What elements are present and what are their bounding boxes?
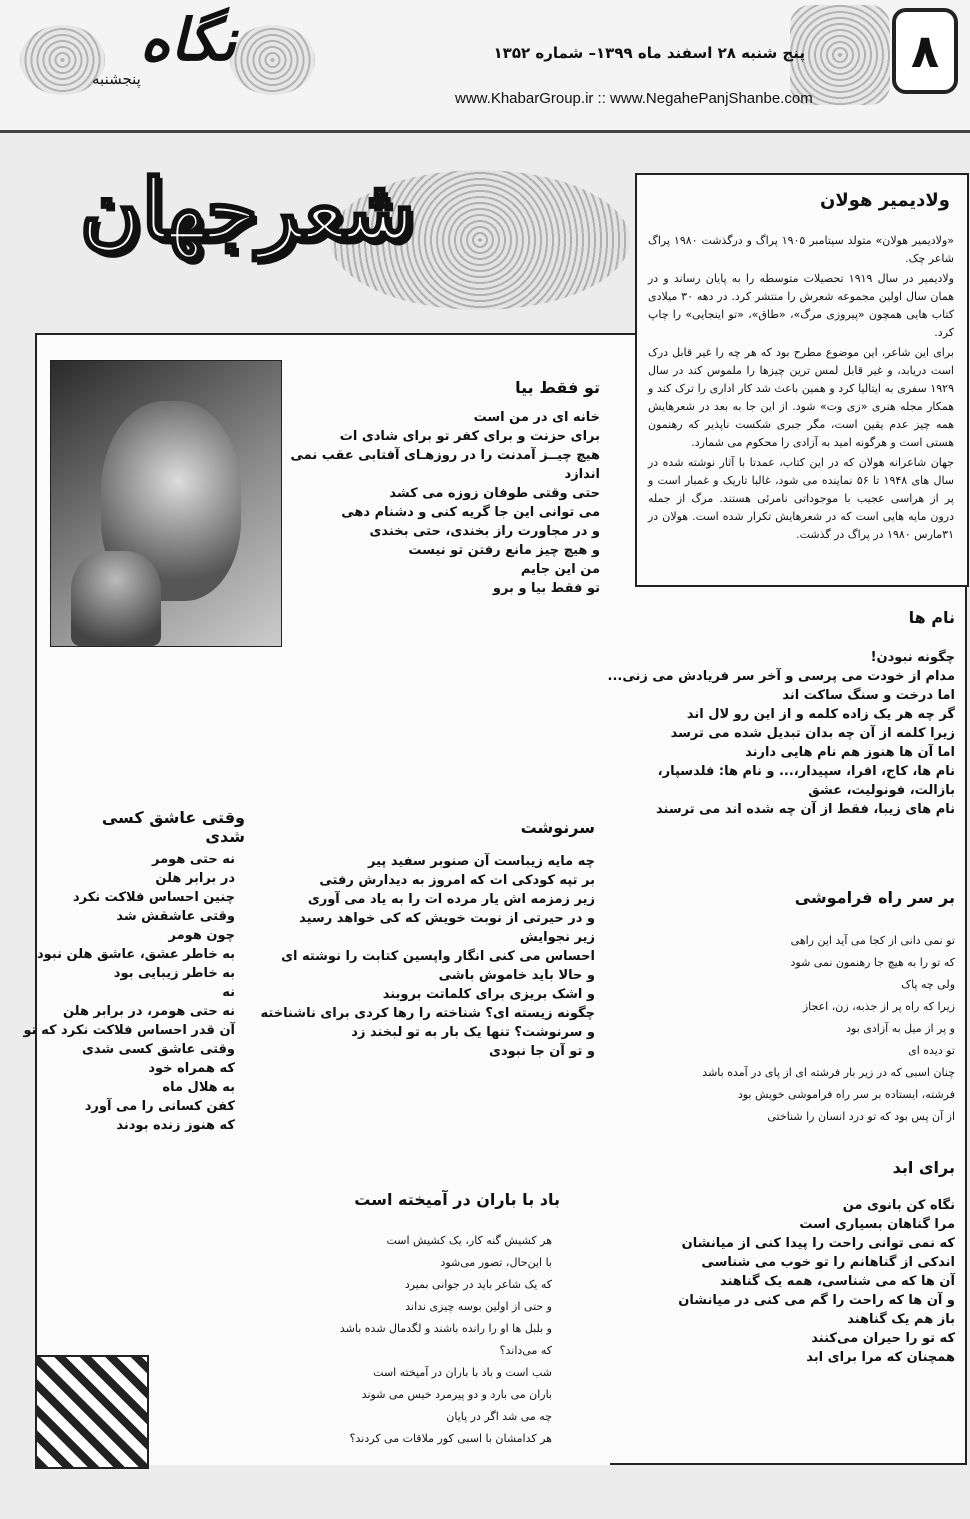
header-ornament-mid <box>230 25 315 95</box>
poem-line: اندازد <box>564 467 600 482</box>
poem-line: کفن کسانی را می آورد <box>84 1099 235 1114</box>
poem-line: فرشته، ایستاده بر سر راه فراموشی خویش بود <box>737 1088 955 1101</box>
poem-line: نگاه کن بانوی من <box>842 1198 955 1213</box>
poem-line: و بلبل ها او را رانده باشند و لگدمال شده باشد <box>339 1322 552 1335</box>
poem-baad-ba-baran <box>290 1230 552 1450</box>
poem-line: ولی چه پاک <box>901 978 955 991</box>
poem-title-baad-ba-baran: باد با باران در آمیخته است <box>354 1190 560 1209</box>
page-number: ۸ <box>892 8 958 94</box>
poem-line: و تو آن جا نبودی <box>489 1044 595 1059</box>
folded-corner-decoration <box>35 1355 149 1469</box>
poem-vaghti-ashegh <box>23 850 235 1135</box>
poem-line: از آن پس بود که تو درد انسان را شناختی <box>767 1110 955 1123</box>
issue-date-line: پنج شنبه ۲۸ اسفند ماه ۱۳۹۹– شماره ۱۳۵۲ <box>493 44 805 62</box>
poem-line: باران می بارد و دو پیرمرد خیس می شوند <box>361 1388 552 1401</box>
poem-line: در برابر هلن <box>155 871 235 886</box>
poem-line: چه می شد اگر در پایان <box>446 1410 552 1423</box>
header-band <box>0 0 970 133</box>
poem-line: احساس می کنی انگار واپسین کتابت را نوشته ای <box>281 949 595 964</box>
poem-line: که تو را حیران می‌کنند <box>811 1331 955 1346</box>
poem-line: و سرنوشت؟ تنها یک بار به تو لبخند زد <box>351 1025 595 1040</box>
poem-line: اما درخت و سنگ ساکت اند <box>782 688 955 703</box>
poem-line: من این جایم <box>520 562 600 577</box>
bio-title: ولادیمیر هولان <box>820 190 950 211</box>
poem-line: نه <box>222 985 235 1000</box>
poem-title-nam-ha: نام ها <box>908 608 955 627</box>
poem-bar-sar-rah <box>620 930 955 1128</box>
section-title: شعرجهان <box>80 160 416 259</box>
poem-line: زیر نجوایش <box>519 930 595 945</box>
poem-line: زیرا که راه پر از جذبه، زن، اعجاز <box>802 1000 955 1013</box>
poem-line: و اشک بریزی برای کلماتت بروبند <box>382 987 595 1002</box>
poem-line: نه حتی هومر <box>152 852 235 867</box>
masthead-logo: نگاه <box>140 6 237 74</box>
poem-title-bar-sar-rah: بر سر راه فراموشی <box>794 888 955 907</box>
poem-title-vaghti-ashegh: وقتی عاشق کسی شدی <box>101 808 245 846</box>
website-urls: www.KhabarGroup.ir :: www.NegahePanjShanbe.com <box>455 90 813 107</box>
poem-line: تو نمی دانی از کجا می آید این راهی <box>790 934 955 947</box>
poem-line: آن ها که می شناسی، همه یک گناهند <box>719 1274 955 1289</box>
poem-line: وقتی عاشقش شد <box>116 909 235 924</box>
poem-line: و پر از میل به آزادی بود <box>846 1022 955 1035</box>
poem-line: زیر زمزمه اش یار مرده ات را به یاد می آوری <box>307 892 595 907</box>
poem-line: چنین احساس فلاکت نکرد <box>72 890 235 905</box>
poem-to-faghat-bia <box>285 408 600 598</box>
poem-line: به خاطر عشق، عاشق هلن نبود <box>36 947 235 962</box>
poem-line: به هلال ماه <box>162 1080 235 1095</box>
poem-line: اندکی از گناهانم را تو خوب می شناسی <box>701 1255 955 1270</box>
poem-line: تو دیده ای <box>908 1044 955 1057</box>
poem-line: که همراه خود <box>148 1061 235 1076</box>
poem-line: چه مایه زیباست آن صنوبر سفید پیر <box>368 854 595 869</box>
poem-title-sarnevesht: سرنوشت <box>520 818 595 837</box>
poem-line: مدام از خودت می پرسی و آخر سر فریادش می زنی... <box>607 669 955 684</box>
poem-line: نه حتی هومر، در برابر هلن <box>62 1004 235 1019</box>
poem-line: وقتی عاشق کسی شدی <box>81 1042 235 1057</box>
poem-line: که نمی توانی راحت را پیدا کنی از میانشان <box>681 1236 955 1251</box>
poem-line: و آن ها که راحت را گم می کنی در میانشان <box>678 1293 955 1308</box>
poem-line: چگونه زیسته ای؟ شناخته را رها کردی برای ناشناخته <box>260 1006 595 1021</box>
poem-line: گر چه هر یک زاده کلمه و از این رو لال اند <box>686 707 955 722</box>
poem-line: تو فقط بیا و برو <box>492 581 600 596</box>
poem-line: باز هم یک گناهند <box>847 1312 955 1327</box>
poem-line: که یک شاعر باید در جوانی بمیرد <box>404 1278 552 1291</box>
poem-nam-ha <box>607 648 955 819</box>
poem-line: که هنوز زنده بودند <box>116 1118 235 1133</box>
poem-line: چگونه نبودن! <box>870 650 955 665</box>
poet-portrait-photo <box>50 360 282 647</box>
poem-line: با این‌حال، تصور می‌شود <box>440 1256 552 1269</box>
poem-line: نام های زیبا، فقط از آن چه شده اند می ترسند <box>656 802 955 817</box>
poem-sarnevesht <box>258 852 595 1061</box>
poem-title-to-faghat-bia: تو فقط بیا <box>515 378 600 397</box>
poem-title-baraye-abad: برای ابد <box>892 1158 955 1177</box>
poem-line: می توانی این جا گریه کنی و دشنام دهی <box>341 505 600 520</box>
poem-line: آن قدر احساس فلاکت نکرد که تو <box>23 1023 235 1038</box>
poem-line: مرا گناهان بسیاری است <box>799 1217 955 1232</box>
poem-line: بر تپه کودکی ات که امروز به دیدارش رفتی <box>319 873 595 888</box>
portrait-hand <box>71 551 161 646</box>
poem-line: و هیچ چیز مانع رفتن تو نیست <box>408 543 600 558</box>
poem-line: که می‌داند؟ <box>499 1344 552 1357</box>
poem-line: هر کدامشان با اسبی کور ملاقات می کردند؟ <box>349 1432 552 1445</box>
poem-line: به خاطر زیبایی بود <box>113 966 235 981</box>
poem-line: هیچ چیــز آمدنت را در روزهـای آفتابی عقب نمی <box>290 448 600 463</box>
masthead-subtitle: پنجشنبه <box>92 70 141 88</box>
poem-line: برای حزنت و برای کفر تو برای شادی ات <box>339 429 600 444</box>
poem-line: و در حیرتی از نوبت خویش که کی خواهد رسید <box>299 911 595 926</box>
poem-line: همچنان که مرا برای ابد <box>806 1350 955 1365</box>
poem-line: اما آن ها هنوز هم نام هایی دارند <box>745 745 955 760</box>
bio-paragraph: جهان شاعرانه هولان که در این کتاب، عمدتا با آثار نوشته شده در سال های ۱۹۴۸ تا ۵۶ نماینده می شود، غالبا تاریک و غمبار است و پر از هراسی عجیب با موجوداتی نامرئی هستند. مرگ از جمله درون مایه هایی است که در شعرهایش تکرار شده است. هولان در ۳۱مارس ۱۹۸۰ در پراگ در گذشت. <box>648 456 955 541</box>
bio-paragraph: ولادیمیر در سال ۱۹۱۹ تحصیلات متوسطه را به پایان رساند و در همان سال اولین مجموعه شعرش را منتشر کرد. در دهه ۳۰ میلادی کتاب هایی همچون «پیروزی مرگ»، «طاق»، «تو اینجایی» را چاپ کرد. <box>648 272 954 339</box>
poem-baraye-abad <box>625 1196 955 1367</box>
poem-line: هر کشیش گنه کار، یک کشیش است <box>386 1234 552 1247</box>
poem-line: چنان اسبی که در زیر بار فرشته ای از پای در آمده باشد <box>702 1066 955 1079</box>
poem-line: زیرا کلمه از آن چه بدان تبدیل شده می ترسد <box>670 726 955 741</box>
poem-line: و حالا باید خاموش باشی <box>438 968 595 983</box>
poem-line: حتی وقتی طوفان زوزه می کشد <box>389 486 600 501</box>
poem-line: نام ها، کاج، افرا، سپیدار،... و نام ها: فلدسپار، <box>657 764 955 779</box>
bio-paragraph: «ولادیمیر هولان» متولد سپتامبر ۱۹۰۵ پراگ و درگذشت ۱۹۸۰ پراگ شاعر چک. <box>648 234 954 265</box>
poem-line: شب است و باد با باران در آمیخته است <box>373 1366 552 1379</box>
poem-line: چون هومر <box>168 928 235 943</box>
poem-line: خانه ای در من است <box>473 410 600 425</box>
poem-line: که تو را به هیچ جا رهنمون نمی شود <box>790 956 955 969</box>
bio-paragraph: برای این شاعر، این موضوع مطرح بود که هر چه را غیر قابل درک است دریابد، و غیر قابل لمس ترین چیزها را ملموس کند در سال ۱۹۲۹ سفری به ایتالیا کرد و همین باعث شد کار اداری را ترک کند و همکار مجله هنری «زی وت» شود. از این جا به بعد در شعرهایش همه چیز عدم یقین است، مگر جبری شکست ناپذیر که رهنمون هستی است و هرگونه امید به آزادی را محکوم می شمارد. <box>648 346 954 449</box>
poem-line: و در مجاورت راز بخندی، حتی بخندی <box>369 524 600 539</box>
poem-line: و حتی از اولین بوسه چیزی نداند <box>405 1300 552 1313</box>
bio-body <box>648 232 954 544</box>
poem-line: بازالت، فونولیت، عشق <box>808 783 955 798</box>
